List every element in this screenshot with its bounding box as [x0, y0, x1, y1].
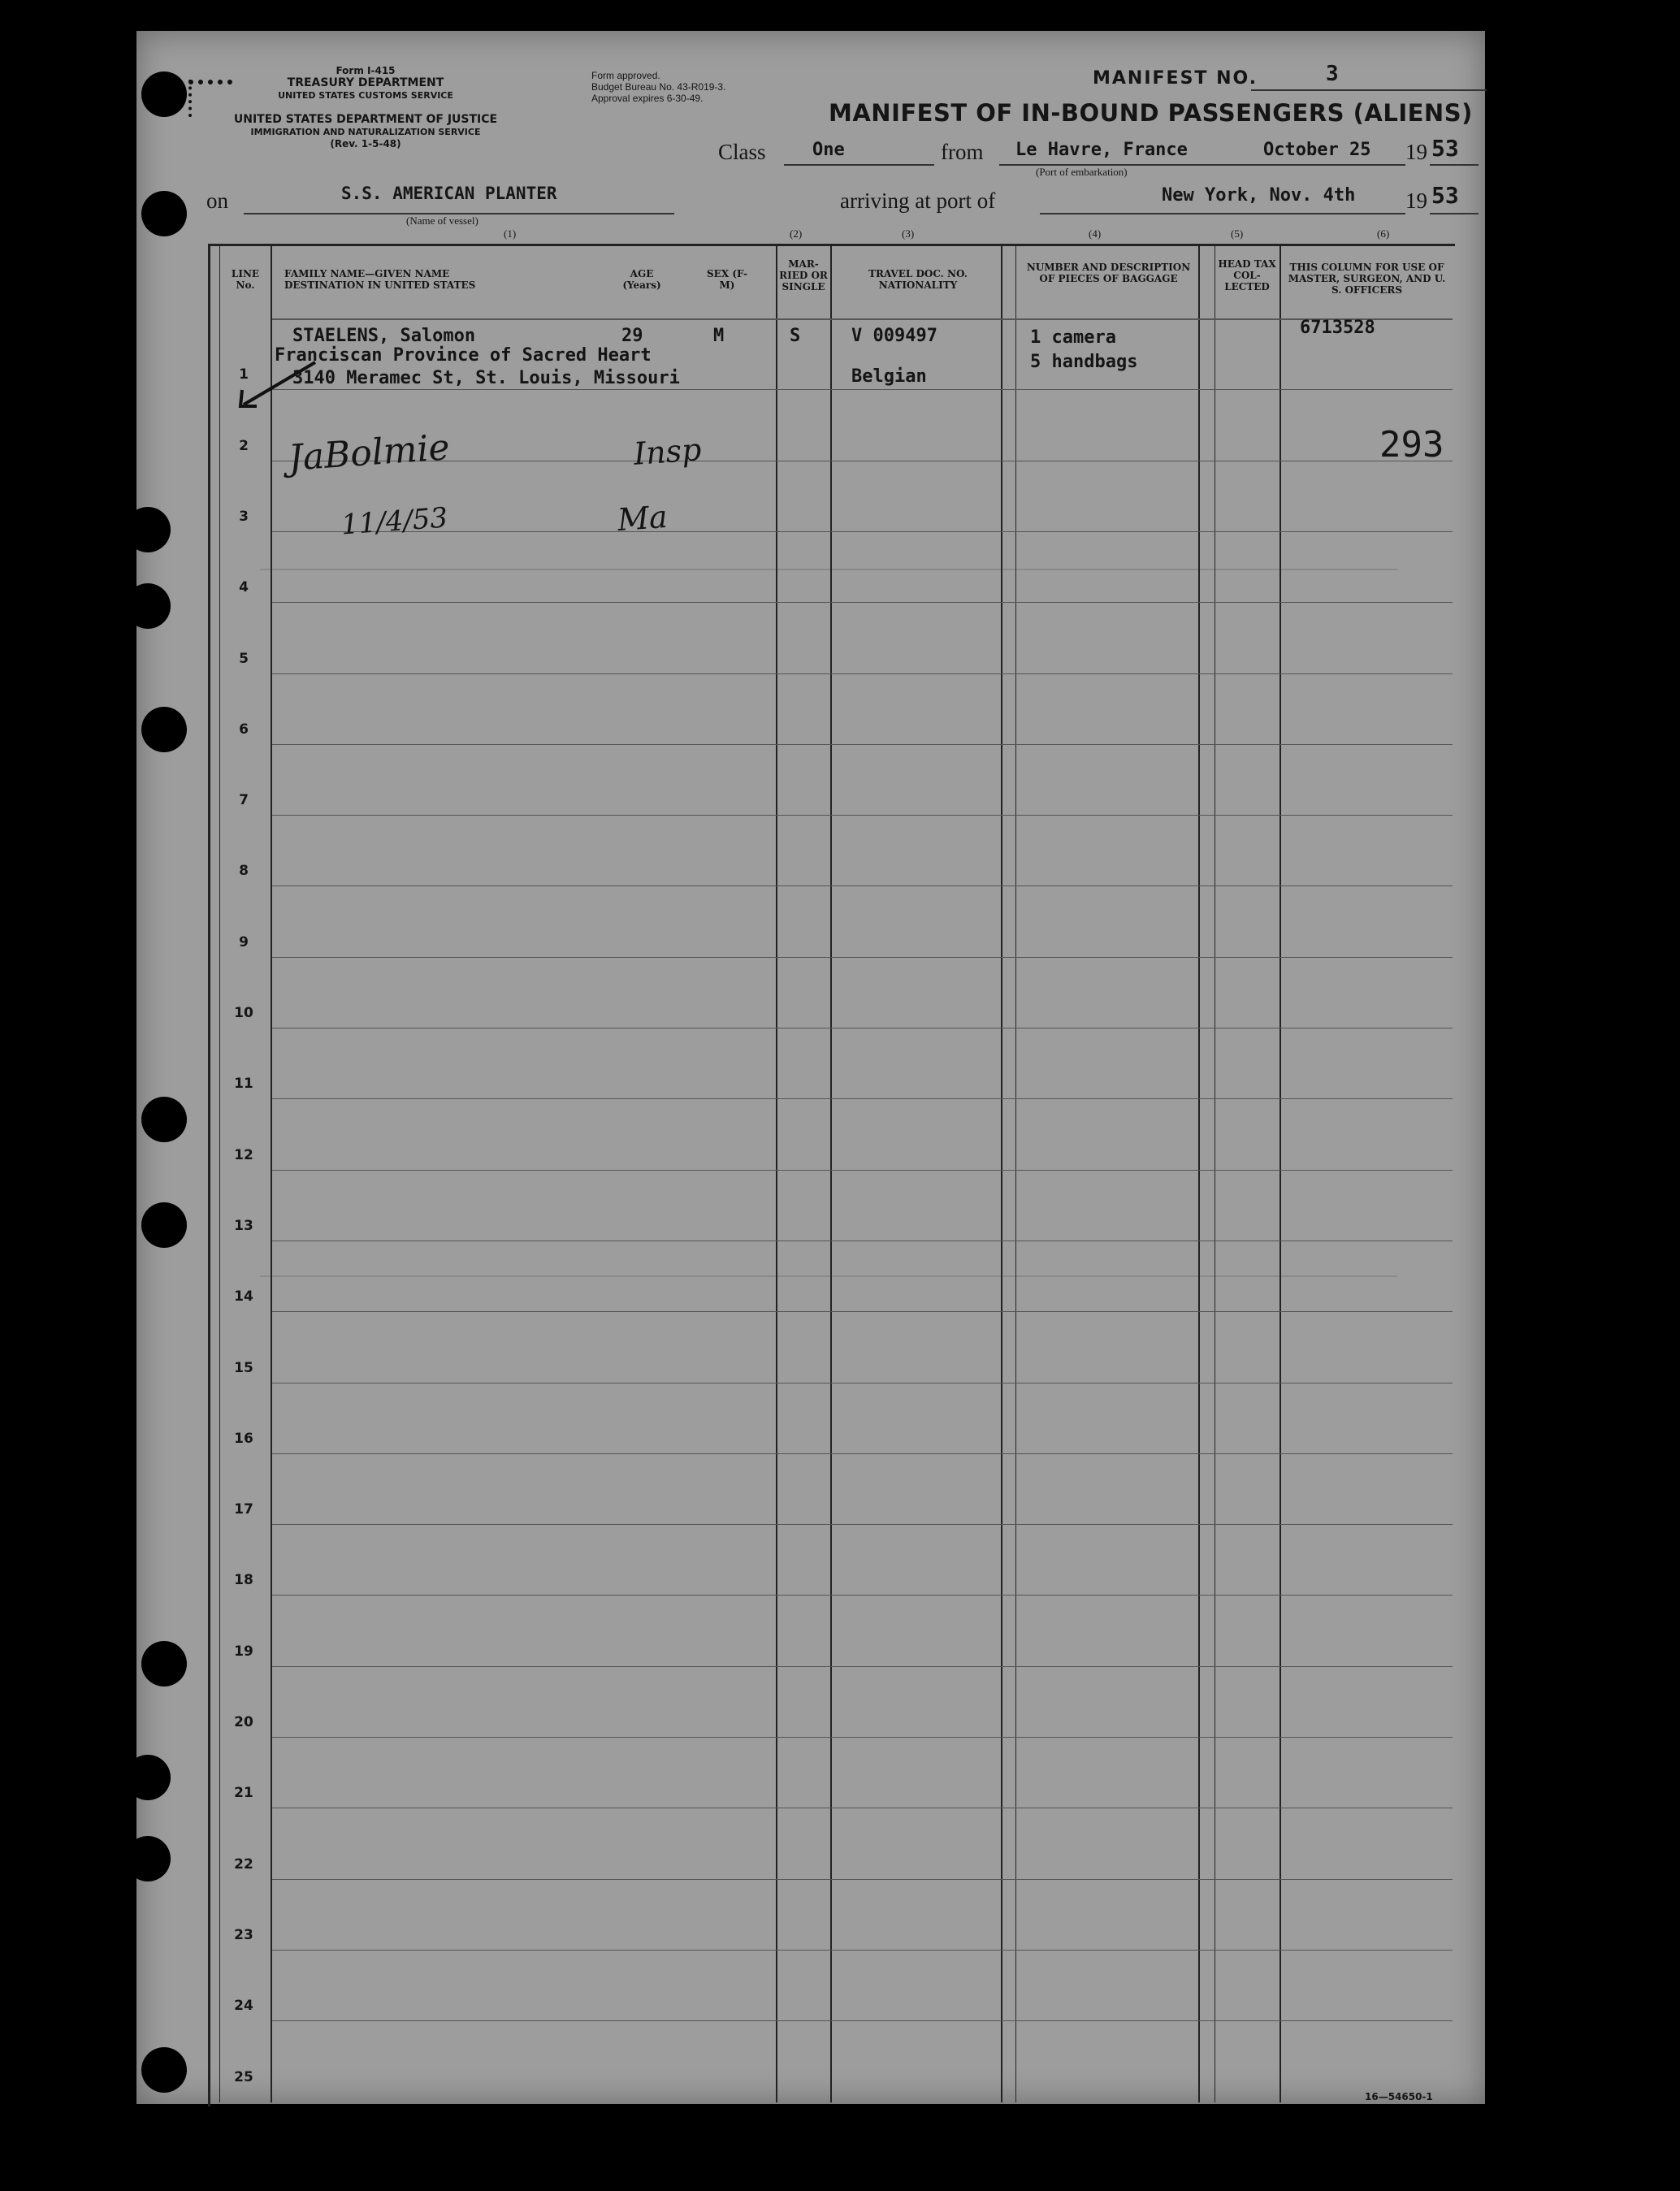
row-number: 22	[234, 1856, 253, 1873]
row-number: 10	[234, 1005, 253, 1021]
col-travel-doc: TRAVEL DOC. NO. NATIONALITY	[868, 268, 968, 291]
row-rule	[272, 1453, 1453, 1454]
from-label: from	[941, 140, 984, 164]
justice-dept: UNITED STATES DEPARTMENT OF JUSTICE	[233, 113, 498, 126]
col-age: AGE (Years)	[622, 268, 661, 291]
punch-hole	[141, 1097, 187, 1142]
punch-hole	[125, 583, 171, 629]
row-rule	[272, 1311, 1453, 1312]
col-6-number: (6)	[1377, 227, 1390, 240]
class-label: Class	[718, 140, 766, 164]
vessel-note: (Name of vessel)	[406, 214, 478, 227]
travel-doc-no: V 009497	[851, 326, 937, 346]
handwritten-date: 11/4/53	[340, 501, 449, 542]
table-divider	[1279, 244, 1281, 2102]
page-title: MANIFEST OF IN-BOUND PASSENGERS (ALIENS)	[829, 99, 1473, 127]
col-1-number: (1)	[504, 227, 517, 240]
class-value: One	[812, 140, 845, 160]
row-rule	[272, 531, 1453, 532]
on-label: on	[206, 188, 228, 213]
row-number: 23	[234, 1927, 253, 1943]
arrow-mark-icon	[234, 357, 323, 414]
manifest-no-label: MANIFEST NO.	[1093, 68, 1258, 89]
row-number: 15	[234, 1360, 253, 1376]
row-rule	[272, 1879, 1453, 1880]
passenger-nationality: Belgian	[851, 366, 927, 387]
col-3-number: (3)	[902, 227, 915, 240]
embark-note: (Port of embarkation)	[1036, 166, 1128, 178]
row-number: 9	[239, 934, 249, 950]
officer-number: 6713528	[1300, 318, 1375, 338]
departure-year: 53	[1431, 135, 1459, 162]
arrival-port: New York, Nov. 4th	[1162, 185, 1356, 206]
destination-line-1: Franciscan Province of Sacred Heart	[275, 345, 652, 366]
form-approved: Form approved.	[591, 70, 660, 81]
baggage-line-2: 5 handbags	[1030, 352, 1138, 372]
row-rule	[272, 1737, 1453, 1738]
revision: (Rev. 1-5-48)	[330, 138, 401, 149]
punch-hole	[141, 707, 187, 752]
col-married: MAR-RIED OR SINGLE	[779, 258, 828, 292]
punch-hole	[141, 71, 187, 117]
punch-hole	[141, 2047, 187, 2093]
punch-hole	[141, 1202, 187, 1248]
year-prefix: 19	[1405, 140, 1427, 164]
row-number: 3	[239, 509, 249, 525]
row-rule	[272, 815, 1453, 816]
departure-date: October 25	[1263, 140, 1371, 160]
table-divider	[830, 244, 832, 2102]
vessel-name: S.S. AMERICAN PLANTER	[341, 184, 557, 203]
passenger-marital: S	[790, 326, 801, 346]
row-number: 17	[234, 1501, 253, 1518]
passenger-age: 29	[621, 326, 643, 346]
row-rule	[272, 1666, 1453, 1667]
arrival-year-underline	[1430, 213, 1479, 214]
manifest-no-value: 3	[1326, 62, 1339, 86]
row-rule	[272, 673, 1453, 674]
punch-hole	[141, 1641, 187, 1687]
form-number: Form I-415	[336, 65, 396, 76]
row-rule	[272, 885, 1453, 886]
col-baggage: NUMBER AND DESCRIPTION OF PIECES OF BAGGAGE	[1026, 262, 1191, 284]
row-number: 24	[234, 1998, 253, 2014]
form-print-code: 16—54650-1	[1365, 2091, 1433, 2102]
punch-hole	[125, 507, 171, 552]
from-value: Le Havre, France	[1015, 140, 1188, 160]
row-number: 19	[234, 1643, 253, 1660]
manifest-no-underline	[1251, 89, 1487, 91]
row-number: 5	[239, 651, 249, 667]
col-sex: SEX (F-M)	[707, 268, 747, 291]
col-4-number: (4)	[1089, 227, 1102, 240]
punch-hole	[125, 1755, 171, 1800]
year-underline	[1430, 164, 1479, 166]
handwritten-ma: Ma	[616, 498, 669, 539]
row-number: 8	[239, 863, 249, 879]
justice-header	[203, 114, 528, 150]
table-divider	[1001, 244, 1002, 2102]
class-underline	[784, 164, 934, 166]
row-rule	[272, 2020, 1453, 2021]
row-rule	[272, 602, 1453, 603]
row-number: 18	[234, 1572, 253, 1588]
row-number: 2	[239, 438, 249, 454]
budget-bureau: Budget Bureau No. 43-R019-3.	[591, 81, 726, 93]
approval-block	[591, 70, 725, 104]
stamp-number: 293	[1379, 424, 1444, 465]
passenger-sex: M	[713, 326, 725, 346]
perforation-marks	[188, 80, 232, 117]
table-divider	[776, 244, 777, 2102]
row-number: 7	[239, 792, 249, 808]
table-divider	[271, 244, 272, 2102]
col-head-tax: HEAD TAX COL-LECTED	[1218, 258, 1276, 292]
row-number: 11	[234, 1076, 253, 1092]
col-5-number: (5)	[1231, 227, 1244, 240]
row-number: 14	[234, 1288, 253, 1305]
row-number: 20	[234, 1714, 253, 1730]
row-number: 1	[239, 366, 249, 383]
col-name-dest: FAMILY NAME—GIVEN NAME DESTINATION IN UNITED STATES	[284, 268, 476, 291]
passenger-name: STAELENS, Salomon	[292, 326, 476, 346]
row-number: 21	[234, 1785, 253, 1801]
row-number: 25	[234, 2069, 253, 2085]
table-divider	[1198, 244, 1200, 2102]
row-number: 13	[234, 1218, 253, 1234]
arrival-year: 53	[1431, 182, 1459, 209]
customs-service: UNITED STATES CUSTOMS SERVICE	[278, 90, 453, 101]
col-officers: THIS COLUMN FOR USE OF MASTER, SURGEON, AND U. S. OFFICERS	[1288, 262, 1446, 296]
row-rule	[272, 957, 1453, 958]
arriving-label: arriving at port of	[840, 188, 996, 213]
approval-expires: Approval expires 6-30-49.	[591, 93, 704, 104]
row-rule	[272, 744, 1453, 745]
row-rule	[272, 1595, 1453, 1596]
date-underline	[1267, 164, 1405, 166]
row-number: 16	[234, 1431, 253, 1447]
table-divider	[1015, 244, 1016, 2102]
destination-line-2: 3140 Meramec St, St. Louis, Missouri	[292, 368, 680, 388]
row-rule	[272, 1098, 1453, 1099]
arrival-year-prefix: 19	[1405, 188, 1427, 213]
baggage-line-1: 1 camera	[1030, 327, 1116, 348]
row-rule	[272, 1950, 1453, 1951]
col-line-no: LINE No.	[231, 268, 260, 291]
row-rule	[272, 1170, 1453, 1171]
ins-service: IMMIGRATION AND NATURALIZATION SERVICE	[250, 127, 481, 137]
inspector-abbrev: Insp	[632, 431, 703, 472]
agency-header	[260, 65, 471, 102]
arrival-underline	[1040, 213, 1405, 214]
row-number: 12	[234, 1147, 253, 1163]
row-rule	[272, 1524, 1453, 1525]
punch-hole	[125, 1836, 171, 1881]
treasury-dept: TREASURY DEPARTMENT	[287, 76, 444, 89]
header-rule	[272, 318, 1453, 320]
punch-hole	[141, 191, 187, 236]
col-2-number: (2)	[790, 227, 803, 240]
row-number: 4	[239, 579, 249, 595]
row-number: 6	[239, 721, 249, 738]
inspector-signature: JaBolmie	[287, 427, 452, 479]
